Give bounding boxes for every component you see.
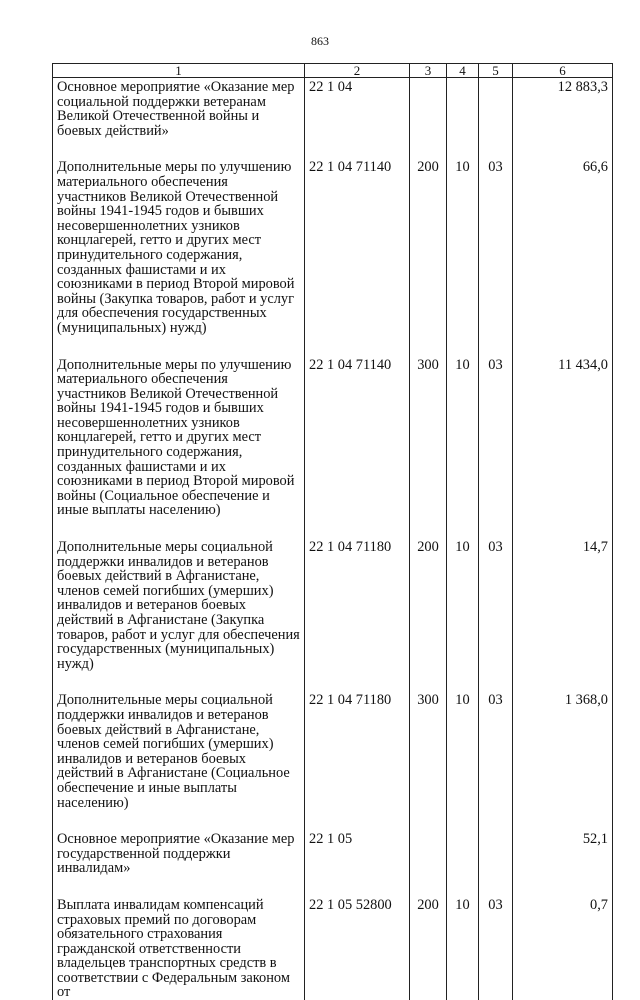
row-name: Дополнительные меры по улучшению материального обеспечения участников Великой Отечественной войны 1941-1945 годов и бывших несовершеннолетних узников концлагерей, гетто и других мест принудительного содержания, созданных фашистами и их союзниками в период Второй мировой войны (Социальное обеспечение и иные выплаты населению) [53,356,305,539]
row-name: Дополнительные меры социальной поддержки инвалидов и ветеранов боевых действий в Афганистане, членов семей погибших (умерших) инвалидов и ветеранов боевых действий в Афганистане (Социальное обеспечение и иные выплаты населению) [53,691,305,830]
row-code: 22 1 04 71180 [305,538,410,691]
row-col5: 03 [479,158,513,355]
column-header-3: 3 [410,64,447,78]
column-header-2: 2 [305,64,410,78]
row-col4: 10 [447,158,479,355]
row-col3: 200 [410,158,447,355]
row-col5: 03 [479,691,513,830]
row-col4: 10 [447,538,479,691]
row-col3: 200 [410,896,447,1000]
column-header-6: 6 [513,64,613,78]
row-col3 [410,78,447,159]
row-amount: 66,6 [513,158,613,355]
row-col4: 10 [447,691,479,830]
table-row [53,538,613,691]
page-number: 863 [311,34,329,48]
row-name: Основное мероприятие «Оказание мер государственной поддержки инвалидам» [53,830,305,896]
table-row [53,830,613,896]
row-amount: 52,1 [513,830,613,896]
row-code: 22 1 04 71140 [305,158,410,355]
row-col5 [479,78,513,159]
column-header-4: 4 [447,64,479,78]
table-row [53,896,613,1000]
table-row [53,158,613,355]
row-amount: 11 434,0 [513,356,613,539]
row-amount: 12 883,3 [513,78,613,159]
row-code: 22 1 04 [305,78,410,159]
row-code: 22 1 04 71140 [305,356,410,539]
row-code: 22 1 05 [305,830,410,896]
row-name: Дополнительные меры социальной поддержки инвалидов и ветеранов боевых действий в Афганистане, членов семей погибших (умерших) инвалидов и ветеранов боевых действий в Афганистане (Закупка товаров, работ и услуг для обеспечения государственных (муниципальных) нужд) [53,538,305,691]
row-col3: 300 [410,691,447,830]
row-name: Основное мероприятие «Оказание мер социальной поддержки ветеранам Великой Отечественной войны и боевых действий» [53,78,305,159]
row-col5: 03 [479,356,513,539]
table-row [53,356,613,539]
row-code: 22 1 04 71180 [305,691,410,830]
row-name: Выплата инвалидам компенсаций страховых премий по договорам обязательного страхования гражданской ответственности владельцев транспортных средств в соответствии с Федеральным законом от [53,896,305,1000]
table-header-row [53,64,613,78]
column-header-1: 1 [53,64,305,78]
row-amount: 14,7 [513,538,613,691]
row-col4: 10 [447,356,479,539]
row-col3 [410,830,447,896]
table-row [53,691,613,830]
row-name: Дополнительные меры по улучшению материального обеспечения участников Великой Отечественной войны 1941-1945 годов и бывших несовершеннолетних узников концлагерей, гетто и других мест принудительного содержания, созданных фашистами и их союзниками в период Второй мировой войны (Закупка товаров, работ и услуг для обеспечения государственных (муниципальных) нужд) [53,158,305,355]
row-col4: 10 [447,896,479,1000]
row-col3: 200 [410,538,447,691]
row-col4 [447,830,479,896]
row-col3: 300 [410,356,447,539]
row-amount: 0,7 [513,896,613,1000]
row-col5: 03 [479,538,513,691]
row-col4 [447,78,479,159]
budget-table [52,63,613,1000]
row-col5 [479,830,513,896]
row-code: 22 1 05 52800 [305,896,410,1000]
column-header-5: 5 [479,64,513,78]
row-amount: 1 368,0 [513,691,613,830]
table-row [53,78,613,159]
row-col5: 03 [479,896,513,1000]
